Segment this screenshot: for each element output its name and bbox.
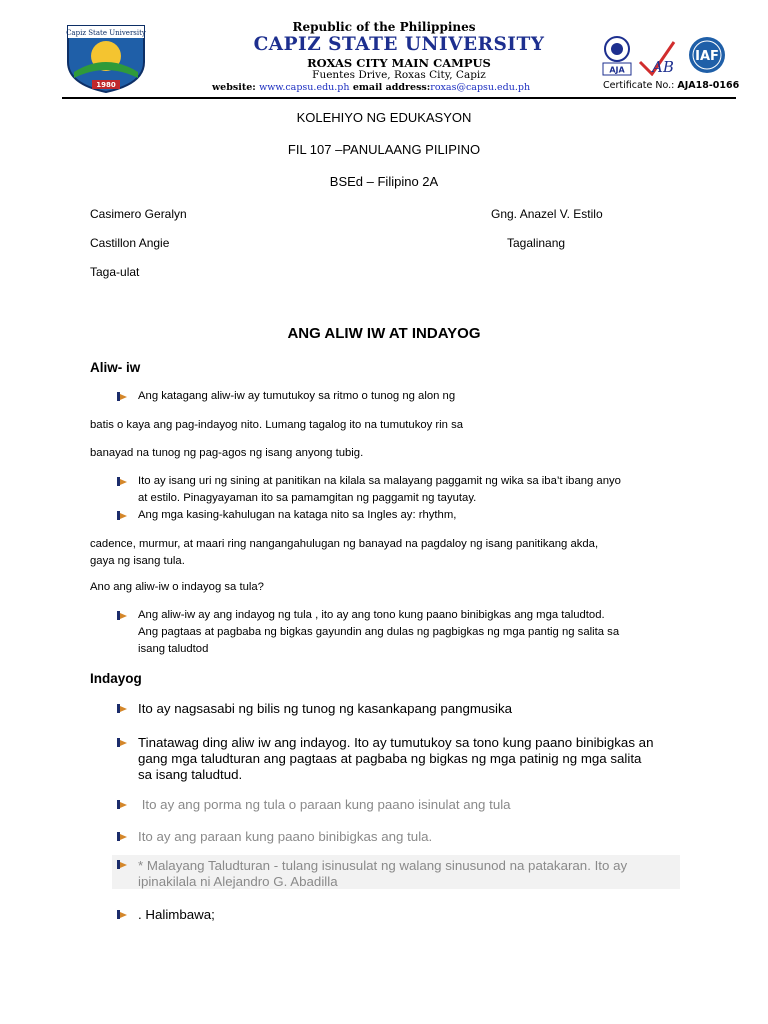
- republic-line: Republic of the Philippines: [292, 20, 476, 34]
- bullet-icon: [116, 610, 128, 622]
- indayog-bullet-2-line-3: sa isang taludtud.: [138, 767, 243, 782]
- bullet-icon: [116, 391, 128, 403]
- indayog-bullet-3: Ito ay ang porma ng tula o paraan kung paano isinulat ang tula: [138, 797, 511, 812]
- aja-cert-logo: [600, 35, 634, 79]
- header-divider: [62, 97, 736, 99]
- aliw-bullet-3: Ang mga kasing-kahulugan na kataga nito sa Ingles ay: rhythm,: [138, 509, 457, 521]
- aliw-paragraph-3-line-2: gaya ng isang tula.: [90, 555, 185, 567]
- website-link[interactable]: www.capsu.edu.ph: [259, 82, 350, 93]
- bullet-icon: [116, 703, 128, 715]
- bullet-icon: [116, 510, 128, 522]
- indayog-bullet-1: Ito ay nagsasabi ng bilis ng tunog ng kasankapang pangmusika: [138, 701, 513, 716]
- document-title: ANG ALIW IW AT INDAYOG: [287, 325, 481, 342]
- indayog-bullet-6: . Halimbawa;: [138, 907, 215, 922]
- bullet-icon: [116, 909, 128, 921]
- section-name: BSEd – Filipino 2A: [329, 174, 439, 189]
- iaf-text: IAF: [695, 49, 719, 64]
- college-name: KOLEHIYO NG EDUKASYON: [296, 110, 472, 125]
- aliw-paragraph-2: banayad na tunog ng pag-agos ng isang anyong tubig.: [90, 447, 364, 459]
- subject-name: FIL 107 –PANULAANG PILIPINO: [287, 142, 481, 157]
- reporter-name-1: Casimero Geralyn: [90, 207, 187, 221]
- aliw-question: Ano ang aliw-iw o indayog sa tula?: [90, 581, 264, 593]
- aliw-paragraph-3-line-1: cadence, murmur, at maari ring nangangahulugan ng banayad na pagdaloy ng isang panitikang akda,: [90, 538, 599, 550]
- indayog-bullet-2-line-1: Tinatawag ding aliw iw ang indayog. Ito ay tumutukoy sa tono kung paano binibigkas an: [138, 735, 654, 750]
- teacher-role: Tagalinang: [507, 236, 566, 250]
- bullet-icon: [116, 737, 128, 749]
- university-name: CAPIZ STATE UNIVERSITY: [253, 34, 545, 55]
- indayog-heading: Indayog: [90, 671, 142, 686]
- teacher-name: Gng. Anazel V. Estilo: [491, 207, 603, 221]
- aliw-bullet-4-line-2: Ang pagtaas at pagbaba ng bigkas gayundin ang dulas ng pagbigkas ng mga pantig ng salita sa: [138, 626, 620, 638]
- aliw-bullet-2-line-2: at estilo. Pinagyayaman ito sa pamamgitan ng paggamit ng tayutay.: [138, 492, 477, 504]
- aliw-paragraph-1: batis o kaya ang pag-indayog nito. Lumang tagalog ito na tumutukoy rin sa: [90, 419, 464, 431]
- aliw-bullet-4-line-3: isang taludtod: [138, 643, 209, 655]
- campus-name: ROXAS CITY MAIN CAMPUS: [307, 56, 491, 70]
- indayog-bullet-2-line-2: gang mga taludturan ang pagtaas at pagbaba ng bigkas ng mga patinig ng mga salita: [138, 751, 642, 766]
- reporter-name-2: Castillon Angie: [90, 236, 170, 250]
- certificate-value: AJA18-0166: [677, 80, 740, 91]
- campus-address: Fuentes Drive, Roxas City, Capiz: [312, 69, 486, 81]
- aliw-bullet-1: Ang katagang aliw-iw ay tumutukoy sa ritmo o tunog ng alon ng: [138, 390, 456, 402]
- ab-cert-logo: [638, 40, 676, 76]
- email-link[interactable]: roxas@capsu.edu.ph: [430, 82, 531, 93]
- bullet-icon: [116, 859, 128, 871]
- indayog-bullet-4: Ito ay ang paraan kung paano binibigkas ang tula.: [138, 829, 433, 844]
- aliw-bullet-4-line-1: Ang aliw-iw ay ang indayog ng tula , ito ay ang tono kung paano binibigkas ang mga taludtod.: [138, 609, 605, 621]
- bullet-icon: [116, 799, 128, 811]
- bullet-icon: [116, 476, 128, 488]
- indayog-bullet-5-line-2: ipinakilala ni Alejandro G. Abadilla: [138, 874, 338, 889]
- logo-text: Capiz State University: [66, 29, 146, 37]
- website-label: website:: [212, 82, 256, 93]
- aliw-bullet-2-line-1: Ito ay isang uri ng sining at panitikan na kilala sa malayang paggamit ng wika sa iba’t ibang anyo: [138, 475, 621, 487]
- email-label: email address:: [352, 82, 431, 93]
- aja-text: AJA: [609, 65, 625, 75]
- certificate-number: [603, 80, 739, 91]
- aliw-heading: Aliw- iw: [90, 360, 141, 375]
- reporter-role: Taga-ulat: [90, 265, 140, 279]
- certificate-label: Certificate No.:: [603, 80, 675, 91]
- ab-text: AB: [652, 58, 674, 76]
- bullet-icon: [116, 831, 128, 843]
- iaf-cert-logo: [680, 36, 734, 74]
- indayog-bullet-5-line-1: * Malayang Taludturan - tulang isinusulat ng walang sinusunod na patakaran. Ito ay: [138, 858, 628, 873]
- contact-line: [212, 82, 530, 93]
- logo-year: 1980: [96, 81, 116, 89]
